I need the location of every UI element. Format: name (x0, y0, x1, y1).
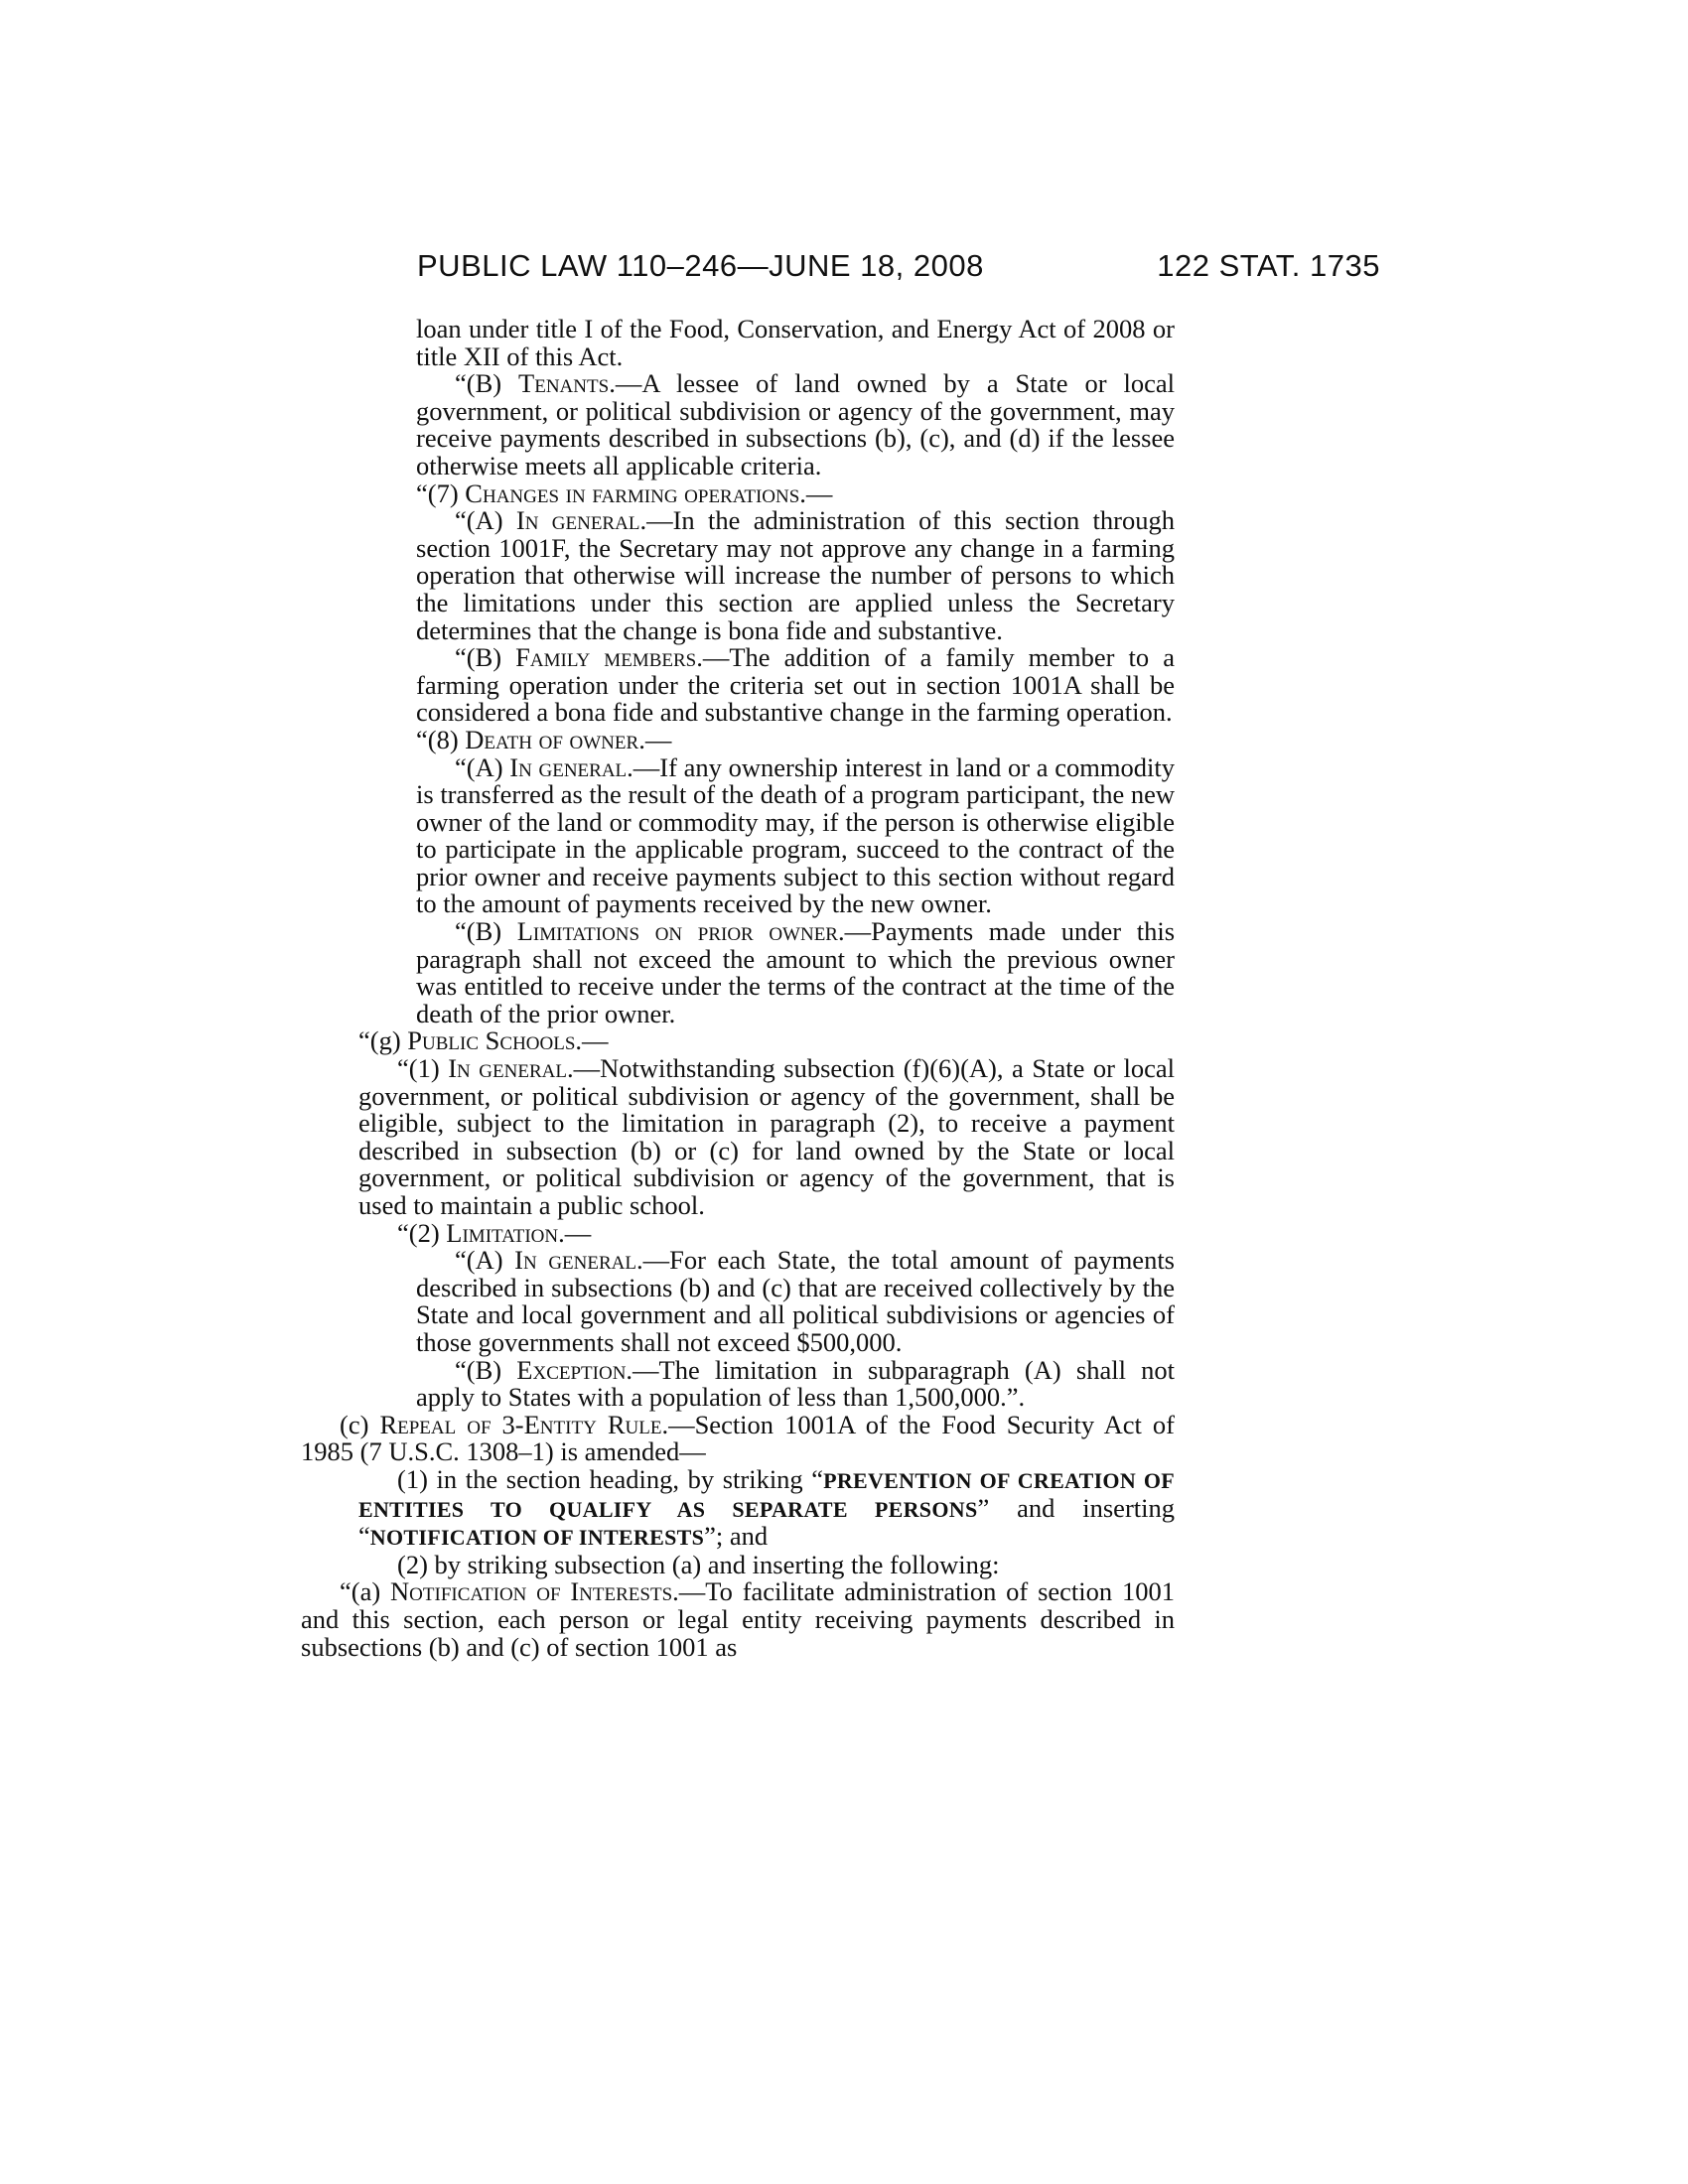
paragraph-text: loan under title I of the Food, Conservation, and Energy Act of 2008 or title XII of this Act. (416, 314, 1175, 371)
paragraph-text: .—The limitation in subparagraph (A) shall not apply to States with a population of less than 1,500,000.”. (416, 1354, 1175, 1413)
paragraph-text: .—Notwithstanding subsection (f)(6)(A), a State or local government, or political subdivision or agency of the government, shall be eligible, subject to the limitation in paragraph (2), to receive a payment described in subsection (b) or (c) for land owned by the State or local government, or political subdivision or agency of the government, that is used to maintain a public school. (358, 1053, 1175, 1220)
paragraph-text: .—To facilitate administration of section 1001 and this section, each person or legal entity receiving payments described in subsections (b) and (c) of section 1001 as (301, 1576, 1175, 1662)
paragraph-text: (2) by striking subsection (a) and inserting the following: (397, 1549, 1000, 1579)
paragraph-text: .—Payments made under this paragraph shall not exceed the amount to which the previous owner was entitled to receive under the terms of the contract at the time of the death of the prior owner. (416, 916, 1176, 1028)
paragraph-text: .—Section 1001A of the Food Security Act of 1985 (7 U.S.C. 1308–1) is amended— (301, 1409, 1175, 1467)
paragraph-heading: Public Schools (407, 1025, 576, 1056)
paragraph-text: .— (575, 1025, 609, 1056)
paragraph-heading: Repeal of 3-Entity Rule (379, 1409, 662, 1439)
paragraph-lead: “(A) (455, 1245, 515, 1276)
paragraph-heading: Limitation (446, 1217, 559, 1248)
paragraph-lead: “(B) (455, 1354, 517, 1385)
paragraph-death-in-general (416, 751, 1175, 919)
paragraph-text: .—For each State, the total amount of payments described in subsections (b) and (c) that are received collectively by the State and local government and all political subdivisions or agencies of those governments shall not exceed $500,000. (416, 1245, 1175, 1357)
paragraph-lead: “(2) (397, 1217, 447, 1248)
struck-heading: PREVENTION OF CREATION OF ENTITIES TO QUALIFY AS SEPARATE PERSONS (358, 1467, 1175, 1522)
paragraph-lead: “(7) (416, 478, 466, 508)
inserted-heading: NOTIFICATION OF INTERESTS (369, 1525, 705, 1551)
paragraph-heading: Family members (515, 642, 697, 673)
statute-page-number: 122 STAT. 1735 (1157, 248, 1380, 283)
paragraph-text: .—A lessee of land owned by a State or local government, or political subdivision or agency of the government, may receive payments described in subsections (b), (c), and (d) if the lessee otherwise meets all applicable criteria. (416, 368, 1175, 480)
paragraph-lead: “(A) (455, 751, 510, 782)
paragraph-heading: In general (509, 751, 628, 782)
paragraph-text: ” and inserting “ (358, 1492, 1175, 1552)
paragraph-lead: “(A) (455, 505, 516, 536)
paragraph-section-heading-amendment (358, 1463, 1175, 1552)
paragraph-limitations-prior-owner (416, 918, 1175, 1027)
page-header (417, 248, 1380, 288)
paragraph-text: .— (799, 478, 833, 508)
paragraph-lead: “(B) (455, 916, 517, 947)
paragraph-heading: In general (515, 505, 640, 536)
paragraph-lead: “(1) (397, 1053, 449, 1084)
paragraph-heading: Tenants (518, 368, 610, 399)
paragraph-heading: In general (514, 1245, 636, 1276)
running-head-title: PUBLIC LAW 110–246—JUNE 18, 2008 (417, 248, 984, 283)
paragraph-lead: “(B) (455, 642, 516, 673)
paragraph-public-schools (358, 1027, 1175, 1055)
paragraph-text: .— (638, 724, 672, 754)
paragraph-changes-farming (416, 480, 1175, 508)
paragraph-text: .—If any ownership interest in land or a commodity is transferred as the result of the death of a program participant, the new owner of the land or commodity may, if the person is otherwise eligible to participate in the applicable program, succeed to the contract of the prior owner and receive payments subject to this section without regard to the amount of payments received by the new owner. (416, 751, 1175, 919)
paragraph-changes-in-general (416, 507, 1175, 644)
paragraph-text: (1) in the section heading, by striking “ (397, 1463, 824, 1494)
paragraph-lead: “(B) (455, 368, 519, 399)
paragraph-heading: Changes in farming operations (465, 478, 800, 508)
paragraph-text: .—The addition of a family member to a farming operation under the criteria set out in section 1001A shall be considered a bona fide and substantive change in the farming operation. (416, 642, 1175, 728)
paragraph-death-of-owner (416, 724, 1175, 754)
paragraph-heading: Notification of Interests (390, 1576, 673, 1607)
paragraph-loan (416, 316, 1175, 370)
paragraph-text: .— (558, 1217, 592, 1248)
paragraph-heading: Death of owner (465, 724, 639, 754)
paragraph-heading: Exception (516, 1354, 627, 1385)
paragraph-lead: “(g) (358, 1025, 408, 1056)
document-body (301, 316, 1175, 1661)
paragraph-striking-subsection (358, 1549, 1175, 1579)
paragraph-family-members (416, 644, 1175, 727)
paragraph-lead: “(8) (416, 724, 466, 754)
paragraph-text: .—In the administration of this section through section 1001F, the Secretary may not approve any change in a farming operation that otherwise will increase the number of persons to which the limitations under this section are applied unless the Secretary determines that the change is bona fide and substantive. (416, 505, 1175, 645)
paragraph-notification-of-interests (301, 1578, 1175, 1661)
paragraph-tenants (416, 370, 1175, 479)
paragraph-text: ”; and (704, 1521, 769, 1552)
paragraph-exception (416, 1354, 1175, 1413)
paragraph-limitation-in-general (416, 1247, 1175, 1356)
paragraph-schools-in-general (358, 1055, 1175, 1220)
paragraph-heading: In general (448, 1053, 567, 1084)
paragraph-lead: (c) (340, 1409, 380, 1439)
paragraph-repeal-3-entity-rule (301, 1409, 1175, 1467)
paragraph-lead: “(a) (340, 1576, 391, 1607)
paragraph-heading: Limitations on prior owner (516, 916, 838, 947)
paragraph-limitation (358, 1217, 1175, 1248)
